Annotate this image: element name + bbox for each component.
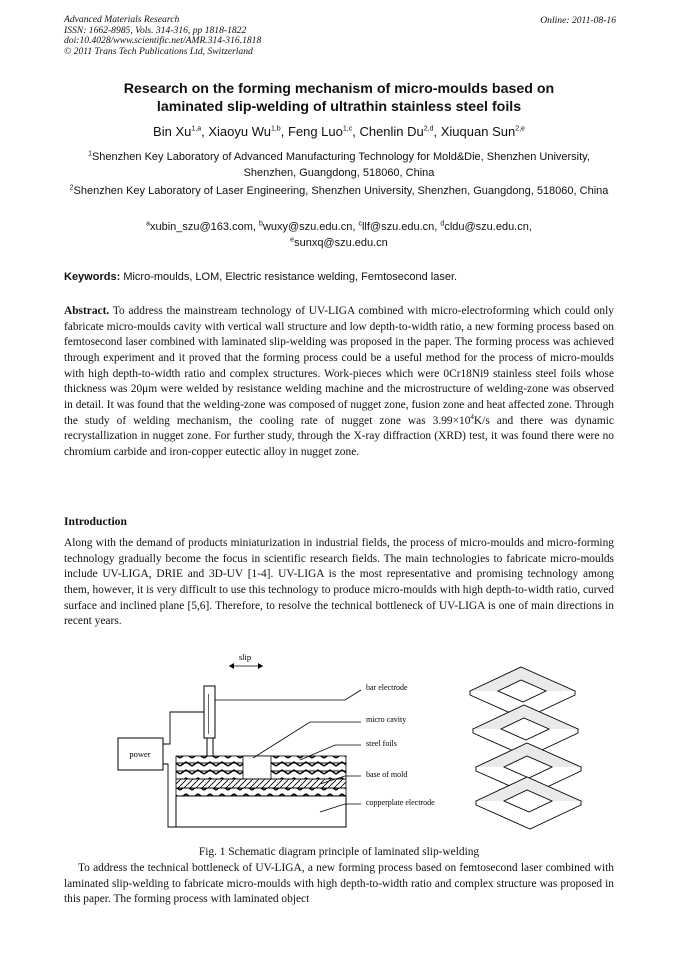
figure-caption: Fig. 1 Schematic diagram principle of laminated slip-welding — [198, 846, 480, 858]
email-link[interactable]: wuxy@szu.edu.cn — [262, 221, 353, 233]
email-link[interactable]: sunxq@szu.edu.cn — [294, 236, 388, 249]
bar-electrode-tip — [207, 738, 213, 756]
body-continuation: To address the technical bottleneck of UV-LIGA, a new forming process based on femtosecond laser combined with laminated slip-welding to fabricate micro-moulds with high depth-to-width ratio and complex structure was proposed in this paper. The forming process with laminated object — [64, 862, 614, 906]
abstract-label: Abstract. — [64, 305, 110, 317]
slip-label: slip — [238, 652, 252, 662]
author: Bin Xu$^{1,a}$ — [153, 124, 202, 139]
doi: doi:10.4028/www.scientific.net/AMR.314-316.1818 — [64, 35, 262, 47]
author: Xiuquan Sun$^{2,e}$ — [440, 124, 525, 139]
keywords-label: Keywords: — [64, 271, 121, 283]
issn: ISSN: 1662-8985, Vols. 314-316, pp 1818-1822 — [64, 24, 247, 36]
steel-foils-label: steel foils — [366, 739, 397, 748]
author: Chenlin Du$^{2,d}$ — [359, 124, 434, 139]
micro-cavity-label: micro cavity — [366, 715, 407, 724]
affiliation-1: $^1$Shenzhen Key Laboratory of Advanced Manufacturing Technology for Mold&Die, Shenzhen University, Shenzhen, Guangdong, 518060, China — [88, 150, 590, 179]
email-link[interactable]: xubin_szu@163.com — [149, 221, 253, 233]
author: Xiaoyu Wu$^{1,b}$ — [208, 124, 281, 139]
introduction-text: Along with the demand of products miniaturization in industrial fields, the process of micro-moulds and micro-forming technology gradually become the focus in scientific research fields. The main technologies to fabricate micro-moulds include UV-LIGA, DRIE and 3D-UV [1-4]. UV-LIGA is the most representative and promising technology among them, however, it is very difficult to use this technology to produce micro-moulds with high depth-to-width ratio, curved surface and inclined plane [5,6]. Therefore, to resolve the technical bottleneck of UV-LIGA is one of main directions in recent years. — [64, 537, 614, 628]
keywords-text: Micro-moulds, LOM, Electric resistance welding, Femtosecond laser. — [123, 271, 458, 283]
abstract: Abstract. To address the mainstream technology of UV-LIGA combined with micro-electroforming which could only fabricate micro-moulds cavity with vertical wall structure and low depth-to-width ratio, a new forming process based on femtosecond laser combined with laminated slip-welding was proposed in the paper. The forming process was achieved through experiment and it proved that the forming process could be a useful method for the process of micro-moulds with high depth-to-width ratio and complex structures. Work-pieces which were 0Cr18Ni9 stainless steel foils whose thickness was 20μm were welded by resistance welding machine and the microstructure of welding-zone was observed in detail. It was found that the welding-zone was composed of nugget zone, fusion zone and heat affected zone. Through the study of welding mechanism, the cooling rate of nugget zone was $3.99\times 10^4K/s$ and there was dynamic recrystallization in nugget zone. For further study, through the X-ray diffraction (XRD) test, it was found there were no chromium carbide and iron-copper eutectic alloy in nugget zone. — [64, 305, 614, 458]
email-link[interactable]: llf@szu.edu.cn — [361, 221, 435, 233]
foil-frame — [476, 777, 581, 829]
title-line-1: Research on the forming mechanism of micro-moulds based on — [123, 81, 555, 97]
journal-name: Advanced Materials Research — [64, 14, 180, 25]
base-of-mold-label: base of mold — [366, 770, 408, 779]
online-date: Online: 2011-08-16 — [540, 15, 616, 26]
copyright: © 2011 Trans Tech Publications Ltd, Switzerland — [64, 45, 253, 57]
author: Feng Luo$^{1,c}$ — [287, 124, 353, 139]
bar-electrode — [204, 686, 215, 738]
title-line-2: laminated slip-welding of ultrathin stainless steel foils — [156, 98, 522, 115]
author-emails: $^a$xubin_szu@163.com, $^b$wuxy@szu.edu.cn, $^c$llf@szu.edu.cn, $^d$cldu@szu.edu.cn, $^e$sunxq@szu.edu.cn — [146, 220, 532, 249]
email-link[interactable]: cldu@szu.edu.cn — [444, 221, 529, 233]
copperplate-electrode-label: copperplate electrode — [366, 798, 435, 807]
power-label: power — [129, 749, 151, 759]
mold-layer — [176, 788, 346, 796]
micro-cavity — [243, 756, 271, 779]
affiliation-2: $^2$Shenzhen Key Laboratory of Laser Engineering, Shenzhen University, Shenzhen, Guangdong, 518060, China — [69, 184, 609, 197]
power-wire-bottom — [163, 764, 176, 827]
power-wire-top — [163, 712, 204, 744]
bar-electrode-label: bar electrode — [366, 683, 408, 692]
section-heading-introduction: Introduction — [64, 515, 127, 528]
author-list: Bin Xu$^{1,a}$, Xiaoyu Wu$^{1,b}$, Feng Luo$^{1,c}$, Chenlin Du$^{2,d}$, Xiuquan Sun$^{2,e}$ — [153, 124, 525, 139]
